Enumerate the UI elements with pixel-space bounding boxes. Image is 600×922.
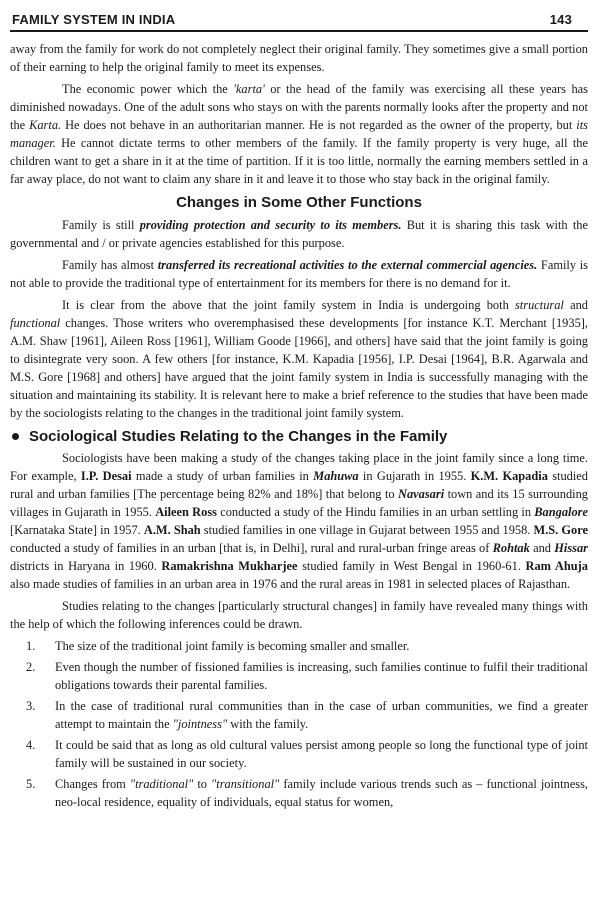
page-number: 143 xyxy=(549,12,572,27)
paragraph-continuation: away from the family for work do not completely neglect their original family. They sometimes give a small portion of their earning to help the original family to meet its expenses. xyxy=(10,42,588,74)
paragraph-recreation: Family has almost transferred its recreational activities to the external commercial agencies. Family is not able to provide the traditional type of entertainment for its members for there is no demand for it. xyxy=(10,258,588,290)
list-item: 5. Changes from "traditional" to "transitional" family include various trends such as – functional jointness, neo-local residence, equality of individuals, equal status for women, xyxy=(26,777,588,809)
running-title: FAMILY SYSTEM IN INDIA xyxy=(12,12,176,27)
running-header xyxy=(10,0,588,30)
inferences-list xyxy=(10,637,588,811)
paragraph-studies: Sociologists have been making a study of the changes taking place in the joint family since a long time. For example, I.P. Desai made a study of urban families in Mahuwa in Gujarath in 1955. K.M. Kapadia studied rural and urban families [The percentage being 82% and 18%] that belong to Navasari town and its 15 surrounding villages in Gujarath in 1955. Aileen Ross conducted a study of the Hindu families in an urban settling in Bangalore [Karnataka State] in 1957. A.M. Shah studied families in one village in Gujarat between 1955 and 1958. M.S. Gore conducted a study of families in an urban [that is, in Delhi], rural and rural-urban fringe areas of Rohtak and Hissar districts in Haryana in 1960. Ramakrishna Mukharjee studied family in West Bengal in 1960-61. Ram Ahuja also made studies of families in an urban area in 1976 and the rural areas in 1981 in selected places of Rajasthan. xyxy=(10,451,588,591)
paragraph-protection: Family is still providing protection and security to its members. But it is sharing this task with the governmental and / or private agencies established for this purpose. xyxy=(10,218,588,250)
list-item: 2. Even though the number of fissioned families is increasing, such families continue to fulfil their traditional obligations towards their parental families. xyxy=(26,660,588,692)
header-rule xyxy=(10,30,588,32)
section-heading-sociological-studies: Sociological Studies Relating to the Changes in the Family xyxy=(10,428,588,445)
paragraph-inferences-intro: Studies relating to the changes [particularly structural changes] in family have revealed many things with the help of which the following inferences could be drawn. xyxy=(10,599,588,631)
list-item: 3. In the case of traditional rural communities than in the case of urban communities, we find a greater attempt to maintain the "jointness" with the family. xyxy=(26,699,588,731)
bullet-icon xyxy=(12,433,19,440)
section-heading-other-functions: Changes in Some Other Functions xyxy=(176,194,422,211)
paragraph-economic-power: The economic power which the 'karta' or the head of the family was exercising all these years has diminished nowadays. One of the adult sons who stays on with the parents normally looks after the property and not the Karta. He does not behave in an authoritarian manner. He is not regarded as the owner of the property, but its manager. He cannot dictate terms to other members of the family. If the family property is very huge, all the children want to get a share in it at the time of partition. If it is too little, normally the earning members settled in a far away place, do not want to claim any share in it and leave it to those who stay back in the original family. xyxy=(10,82,588,186)
list-item: 4. It could be said that as long as old cultural values persist among people so long the functional type of joint family will be sustained in our society. xyxy=(26,738,588,770)
paragraph-structural-functional: It is clear from the above that the joint family system in India is undergoing both structural and functional changes. Those writers who overemphasised these developments [for instance K.T. Merchant [1935], A.M. Shaw [1961], Aileen Ross [1961], William Goode [1966], and others] have said that the joint family is going to disintegrate very soon. A few others [for instance, K.M. Kapadia [1956], I.P. Desai [1964], B.R. Agarwala and M.S. Gore [1968] and others] have argued that the joint family system in India is successfully managing with the situation and maintaining its stability. It is relevant here to make a brief reference to the studies that have been made by the sociologists relating to the changes in the traditional joint family system. xyxy=(10,298,588,420)
list-item: 1. The size of the traditional joint family is becoming smaller and smaller. xyxy=(26,639,410,653)
